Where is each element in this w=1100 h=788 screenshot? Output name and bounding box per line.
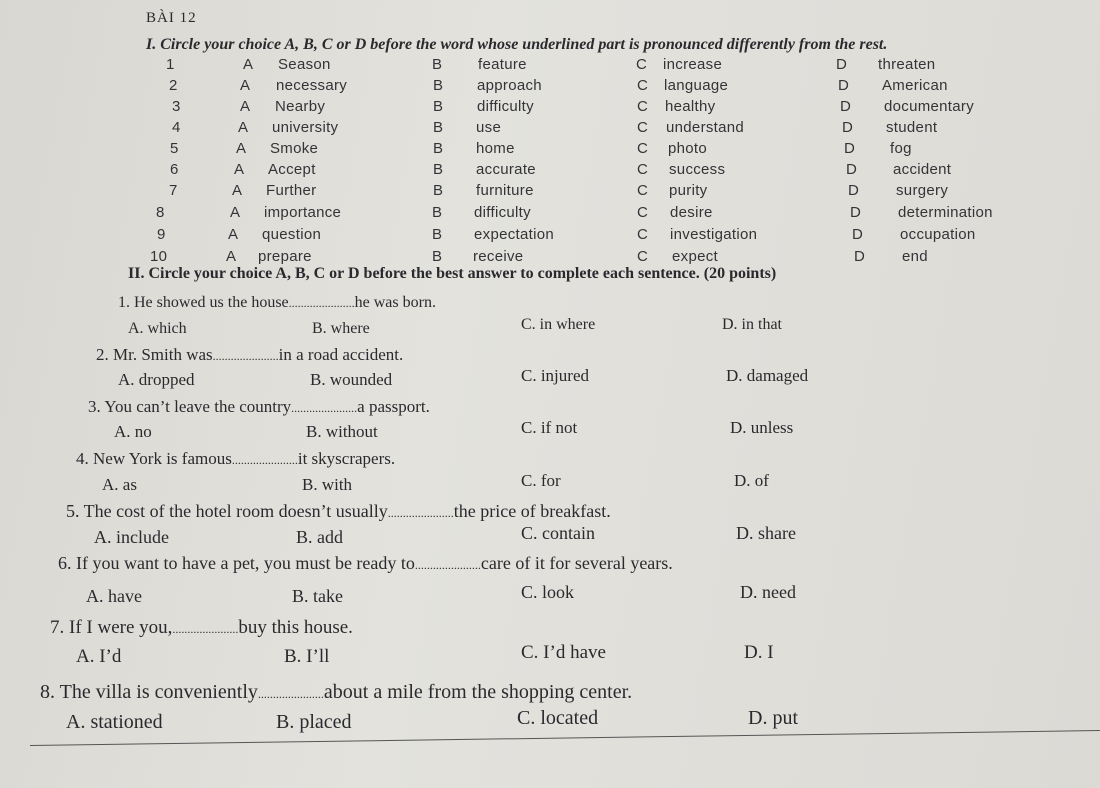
answer-option-a[interactable]: A. stationed [66, 711, 163, 733]
option-word-b: difficulty [474, 204, 531, 221]
option-letter-b: B [433, 161, 444, 178]
option-letter-b: B [432, 204, 443, 221]
answer-option-a[interactable]: A. as [102, 475, 137, 494]
question-number: 5 [170, 140, 179, 157]
option-word-b: expectation [474, 226, 555, 243]
option-letter-c: C [637, 182, 649, 199]
answer-option-c[interactable]: C. if not [521, 418, 578, 437]
option-word-c: purity [669, 182, 708, 199]
answer-option-b[interactable]: B. placed [276, 711, 352, 733]
option-letter-c: C [636, 56, 648, 73]
answer-option-c[interactable]: C. in where [521, 316, 596, 333]
option-word-b: furniture [476, 182, 534, 199]
answer-option-d[interactable]: D. damaged [726, 366, 809, 385]
option-word-c: understand [666, 119, 745, 136]
answer-option-d[interactable]: D. in that [722, 316, 782, 333]
answer-option-b[interactable]: B. wounded [310, 370, 393, 389]
option-letter-d: D [840, 98, 852, 115]
option-word-a: question [262, 226, 322, 243]
option-letter-d: D [846, 161, 858, 178]
option-letter-a: A [232, 182, 243, 199]
option-word-b: receive [473, 248, 524, 265]
option-word-b: home [476, 140, 515, 157]
answer-option-d[interactable]: D. need [740, 582, 796, 602]
exercise-title: BÀI 12 [146, 10, 197, 26]
option-letter-c: C [637, 77, 649, 94]
option-letter-c: C [637, 204, 649, 221]
option-letter-c: C [637, 119, 649, 136]
option-word-b: use [476, 119, 502, 136]
question-stem [66, 501, 611, 522]
option-letter-a: A [243, 56, 254, 73]
option-word-d: end [902, 248, 928, 265]
question-text: 8. The villa is conveniently [40, 681, 258, 703]
option-letter-c: C [637, 98, 649, 115]
answer-option-b[interactable]: B. where [312, 320, 370, 337]
option-word-c: expect [672, 248, 718, 265]
question-text-end: a passport. [357, 397, 430, 416]
answer-option-a[interactable]: A. I’d [76, 646, 122, 667]
option-letter-b: B [433, 119, 444, 136]
option-word-c: photo [668, 140, 708, 157]
answer-option-d[interactable]: D. unless [730, 418, 794, 437]
answer-blank: ...................... [257, 687, 324, 701]
answer-option-c[interactable]: C. injured [521, 366, 589, 385]
question-number: 6 [170, 161, 179, 178]
answer-option-a[interactable]: A. dropped [118, 370, 195, 389]
question-text: 5. The cost of the hotel room doesn’t usually [66, 501, 388, 521]
option-letter-b: B [432, 248, 443, 265]
answer-option-d[interactable]: D. of [734, 471, 769, 490]
question-text-end: in a road accident. [278, 345, 404, 364]
option-letter-a: A [226, 248, 237, 265]
question-number: 7 [169, 182, 178, 199]
option-word-c: increase [663, 56, 723, 73]
answer-blank: ...................... [231, 453, 298, 467]
option-letter-b: B [433, 182, 444, 199]
answer-blank: ...................... [387, 506, 454, 520]
question-text-end: it skyscrapers. [297, 449, 396, 468]
answer-option-a[interactable]: A. no [114, 422, 152, 441]
option-word-a: necessary [276, 77, 348, 94]
option-letter-a: A [230, 204, 241, 221]
answer-option-a[interactable]: A. have [86, 586, 142, 606]
option-word-a: Season [278, 56, 331, 73]
option-letter-b: B [433, 140, 444, 157]
option-word-d: occupation [900, 226, 976, 243]
question-text-end: he was born. [354, 294, 436, 311]
option-letter-a: A [236, 140, 247, 157]
question-number: 10 [150, 248, 168, 265]
option-word-d: threaten [878, 56, 936, 73]
question-text: 7. If I were you, [50, 617, 173, 638]
answer-blank: ...................... [414, 558, 481, 572]
option-word-a: prepare [258, 248, 312, 265]
question-stem [58, 553, 673, 574]
option-letter-b: B [433, 98, 444, 115]
option-letter-d: D [854, 248, 866, 265]
question-number: 8 [156, 204, 165, 221]
option-word-c: investigation [670, 226, 758, 243]
question-number: 1 [166, 56, 175, 73]
option-word-b: difficulty [477, 98, 534, 115]
option-letter-c: C [637, 140, 649, 157]
question-text: 2. Mr. Smith was [96, 345, 213, 364]
option-letter-c: C [637, 248, 649, 265]
question-text-end: about a mile from the shopping center. [323, 681, 633, 703]
option-word-b: feature [478, 56, 527, 73]
part1-heading: I. Circle your choice A, B, C or D before the word whose underlined part is pronounced differently from the rest. [146, 36, 888, 53]
option-word-d: documentary [884, 98, 975, 115]
option-letter-d: D [852, 226, 864, 243]
option-letter-a: A [240, 98, 251, 115]
answer-option-c[interactable]: C. look [521, 582, 575, 602]
option-word-a: Further [266, 182, 317, 199]
answer-option-d[interactable]: D. share [736, 523, 796, 543]
question-stem [50, 617, 353, 639]
question-stem [118, 294, 436, 312]
option-word-c: desire [670, 204, 713, 221]
option-word-b: accurate [476, 161, 536, 178]
option-letter-d: D [842, 119, 854, 136]
option-word-b: approach [477, 77, 542, 94]
question-text: 3. You can’t leave the country [88, 397, 292, 416]
option-word-d: American [882, 77, 948, 94]
option-letter-a: A [238, 119, 249, 136]
answer-blank: ...................... [172, 622, 239, 636]
answer-blank: ...................... [288, 296, 355, 310]
question-number: 4 [172, 119, 181, 136]
option-word-d: accident [893, 161, 952, 178]
question-text-end: buy this house. [238, 617, 353, 638]
option-letter-a: A [228, 226, 239, 243]
option-word-d: fog [890, 140, 912, 157]
question-text-end: the price of breakfast. [453, 501, 611, 521]
option-word-a: university [272, 119, 339, 136]
option-letter-b: B [433, 77, 444, 94]
option-letter-b: B [432, 56, 443, 73]
option-word-d: student [886, 119, 938, 136]
option-word-c: language [664, 77, 729, 94]
question-stem [76, 449, 395, 469]
question-text: 1. He showed us the house [118, 294, 289, 311]
option-letter-a: A [234, 161, 245, 178]
answer-option-c[interactable]: C. I’d have [521, 642, 606, 663]
option-word-d: surgery [896, 182, 949, 199]
option-word-a: Smoke [270, 140, 319, 157]
question-stem [88, 397, 430, 417]
question-stem [40, 681, 632, 704]
option-word-c: success [669, 161, 726, 178]
question-stem [96, 345, 403, 365]
question-number: 2 [169, 77, 178, 94]
answer-option-d[interactable]: D. put [748, 707, 798, 729]
option-word-a: Nearby [275, 98, 326, 115]
answer-option-b[interactable]: B. take [292, 586, 343, 606]
answer-blank: ...................... [291, 401, 358, 415]
answer-option-c[interactable]: C. contain [521, 523, 595, 543]
answer-option-b[interactable]: B. add [296, 527, 343, 547]
answer-option-c[interactable]: C. located [517, 707, 599, 729]
option-letter-b: B [432, 226, 443, 243]
answer-option-b[interactable]: B. with [302, 475, 353, 494]
answer-option-c[interactable]: C. for [521, 471, 561, 490]
option-letter-c: C [637, 226, 649, 243]
answer-option-a[interactable]: A. include [94, 527, 169, 547]
option-letter-c: C [637, 161, 649, 178]
question-number: 3 [172, 98, 181, 115]
option-word-a: importance [264, 204, 342, 221]
option-word-d: determination [898, 204, 993, 221]
answer-blank: ...................... [212, 349, 279, 363]
part2-heading: II. Circle your choice A, B, C or D before the best answer to complete each sentence. (20 points) [128, 265, 777, 282]
option-letter-d: D [848, 182, 860, 199]
option-letter-a: A [240, 77, 251, 94]
answer-option-b[interactable]: B. without [306, 422, 378, 441]
question-number: 9 [157, 226, 166, 243]
option-word-a: Accept [268, 161, 316, 178]
question-text: 4. New York is famous [76, 449, 232, 468]
answer-option-a[interactable]: A. which [128, 320, 187, 337]
option-letter-d: D [838, 77, 850, 94]
answer-option-d[interactable]: D. I [744, 642, 774, 663]
option-letter-d: D [850, 204, 862, 221]
bottom-rule [30, 730, 1100, 746]
answer-option-b[interactable]: B. I’ll [284, 646, 330, 667]
option-letter-d: D [836, 56, 848, 73]
question-text: 6. If you want to have a pet, you must be ready to [58, 553, 415, 573]
option-letter-d: D [844, 140, 856, 157]
question-text-end: care of it for several years. [480, 553, 673, 573]
option-word-c: healthy [665, 98, 716, 115]
